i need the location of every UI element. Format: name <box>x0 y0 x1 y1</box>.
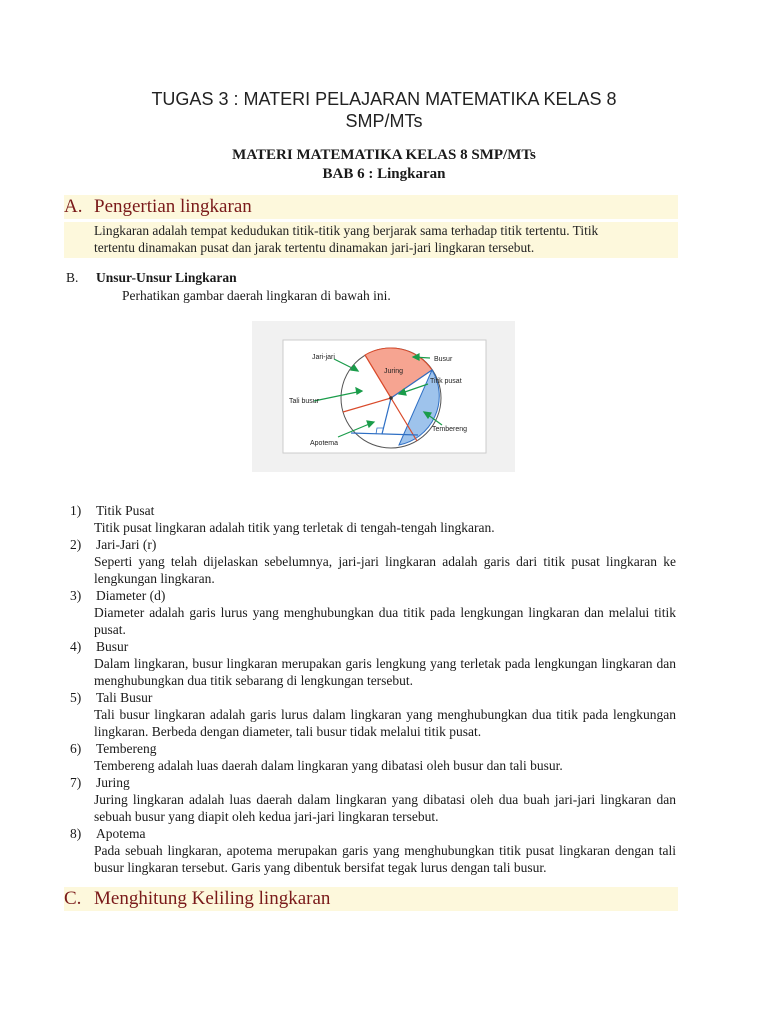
list-item-number: 6) <box>70 741 82 756</box>
center-point <box>389 396 393 400</box>
list-item-title: Busur <box>96 639 129 654</box>
section-c-heading <box>64 887 678 911</box>
title-line-1: TUGAS 3 : MATERI PELAJARAN MATEMATIKA KELAS 8 <box>151 89 617 109</box>
section-b-label: B. <box>66 270 79 285</box>
list-item-diameter <box>70 587 676 638</box>
list-item-tembereng <box>70 740 676 774</box>
list-item-number: 4) <box>70 639 82 654</box>
list-item-number: 2) <box>70 537 82 552</box>
list-item-number: 3) <box>70 588 82 603</box>
list-item-description: Pada sebuah lingkaran, apotema merupakan garis yang menghubungkan titik pusat lingkaran dengan tali busur lingkaran tersebut. Garis yang dibentuk bersifat tegak lurus dengan tali busur. <box>94 843 676 875</box>
label-tali-busur: Tali busur <box>289 398 319 405</box>
list-item-title: Tembereng <box>96 741 157 756</box>
section-c-title: Menghitung Keliling lingkaran <box>94 888 331 909</box>
list-item-description: Dalam lingkaran, busur lingkaran merupakan garis lengkung yang terletak pada lengkungan lingkaran dan menghubungkan dua titik sebarang di lengkungan tersebut. <box>94 656 676 688</box>
subtitle-line-2: BAB 6 : Lingkaran <box>322 166 446 182</box>
subtitle <box>0 146 768 184</box>
section-a-line-2: tertentu dinamakan pusat dan jarak tertentu dinamakan jari-jari lingkaran tersebut. <box>94 240 535 255</box>
list-item-description: Titik pusat lingkaran adalah titik yang terletak di tengah-tengah lingkaran. <box>94 520 495 535</box>
list-item-jari-jari <box>70 536 676 587</box>
label-apotema: Apotema <box>310 440 339 447</box>
label-juring: Juring <box>384 368 404 375</box>
section-b-title: Unsur-Unsur Lingkaran <box>96 270 237 285</box>
list-item-number: 5) <box>70 690 82 705</box>
section-b-intro: Perhatikan gambar daerah lingkaran di bawah ini. <box>122 288 391 303</box>
list-item-title: Tali Busur <box>96 690 153 705</box>
list-item-description: Juring lingkaran adalah luas daerah dalam lingkaran yang dibatasi oleh dua buah jari-jari lingkaran dan sebuah busur yang diapit oleh kedua jari-jari lingkaran tersebut. <box>94 792 676 824</box>
list-item-description: Tali busur lingkaran adalah garis lurus dalam lingkaran yang menghubungkan dua titik pada lengkungan lingkaran. Berbeda dengan diameter, tali busur tidak melalui titik pusat. <box>94 707 676 739</box>
title-line-2: SMP/MTs <box>345 111 423 131</box>
section-a-line-1: Lingkaran adalah tempat kedudukan titik-titik yang berjarak sama terhadap titik tertentu. Titik <box>94 223 599 238</box>
list-item-number: 7) <box>70 775 82 790</box>
list-item-apotema <box>70 825 676 876</box>
element-list <box>70 502 676 876</box>
list-item-busur <box>70 638 676 689</box>
list-item-description: Tembereng adalah luas daerah dalam lingkaran yang dibatasi oleh busur dan tali busur. <box>94 758 563 773</box>
list-item-juring <box>70 774 676 825</box>
label-tembereng: Tembereng <box>432 426 468 433</box>
section-a-label: A. <box>64 196 83 217</box>
list-item-title: Apotema <box>96 826 146 841</box>
list-item-titik-pusat <box>70 502 676 536</box>
list-item-title: Juring <box>96 775 130 790</box>
section-c-label: C. <box>64 888 82 909</box>
page-title <box>0 88 768 132</box>
label-titik-pusat: Titik pusat <box>430 378 462 385</box>
list-item-number: 1) <box>70 503 82 518</box>
list-item-tali-busur <box>70 689 676 740</box>
subtitle-line-1: MATERI MATEMATIKA KELAS 8 SMP/MTs <box>232 147 536 163</box>
list-item-title: Titik Pusat <box>96 503 155 518</box>
label-busur: Busur <box>434 356 453 363</box>
section-a-title: Pengertian lingkaran <box>94 196 252 217</box>
section-a-body <box>64 222 678 258</box>
section-a-heading <box>64 195 678 219</box>
circle-diagram <box>252 321 515 472</box>
list-item-title: Jari-Jari (r) <box>96 537 157 552</box>
circle-figure <box>252 321 515 472</box>
section-b-heading <box>66 269 237 286</box>
list-item-title: Diameter (d) <box>96 588 166 603</box>
label-jari-jari: Jari-jari <box>312 354 335 361</box>
list-item-description: Diameter adalah garis lurus yang menghubungkan dua titik pada lengkungan lingkaran dan melalui titik pusat. <box>94 605 676 637</box>
list-item-number: 8) <box>70 826 82 841</box>
list-item-description: Seperti yang telah dijelaskan sebelumnya, jari-jari lingkaran adalah garis dari titik pusat lingkaran ke lengkungan lingkaran. <box>94 554 676 586</box>
